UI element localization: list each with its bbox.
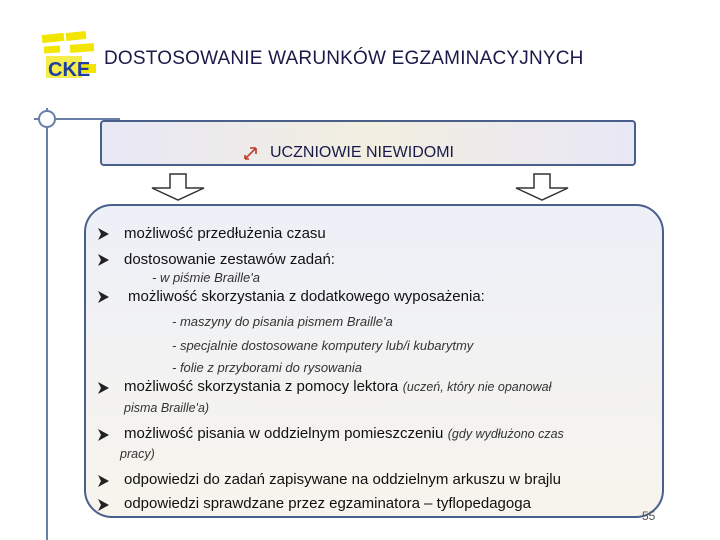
page-number: 55 [642, 509, 656, 523]
list-item-note: (gdy wydłużono czas [447, 427, 564, 441]
list-item-text: możliwość skorzystania z pomocy lektora [124, 378, 399, 395]
banner-label: UCZNIOWIE NIEWIDOMI [270, 144, 454, 161]
pointer-arrow-icon [242, 144, 260, 162]
list-item: odpowiedzi sprawdzane przez egzaminatora – tyflopedagoga [124, 495, 531, 512]
bullet-arrow-icon [96, 498, 110, 512]
page-title: DOSTOSOWANIE WARUNKÓW EGZAMINACYJNYCH [104, 48, 584, 69]
list-item [124, 378, 551, 396]
list-item-note: (uczeń, który nie opanował [402, 380, 552, 394]
list-item: możliwość przedłużenia czasu [124, 225, 326, 242]
decorative-circle [38, 110, 56, 128]
decorative-vertical-line [46, 108, 48, 540]
list-item-text: możliwość pisania w oddzielnym pomieszczeniu [124, 425, 444, 442]
sub-item: - folie z przyborami do rysowania [172, 360, 363, 375]
cke-logo [40, 30, 98, 80]
list-item: dostosowanie zestawów zadań: [124, 251, 335, 268]
bullet-arrow-icon [96, 428, 110, 442]
list-item [124, 425, 564, 443]
section-banner [100, 120, 636, 166]
list-item: możliwość skorzystania z dodatkowego wyposażenia: [128, 288, 485, 305]
bullet-arrow-icon [96, 474, 110, 488]
sub-item: - specjalnie dostosowane komputery lub/i kubarytmy [172, 338, 474, 353]
svg-text:CKE: CKE [48, 59, 91, 80]
bullet-arrow-icon [96, 253, 110, 267]
sub-item: - w piśmie Braille'a [152, 270, 260, 285]
bullet-arrow-icon [96, 290, 110, 304]
sub-item: - maszyny do pisania pismem Braille'a [172, 314, 393, 329]
list-item: odpowiedzi do zadań zapisywane na oddzielnym arkuszu w brajlu [124, 471, 561, 488]
list-item-note-continued: pracy) [120, 447, 155, 461]
bullet-arrow-icon [96, 227, 110, 241]
list-item-note-continued: pisma Braille'a) [124, 401, 210, 415]
bullet-arrow-icon [96, 381, 110, 395]
down-arrow-icon [514, 172, 570, 202]
down-arrow-icon [150, 172, 206, 202]
